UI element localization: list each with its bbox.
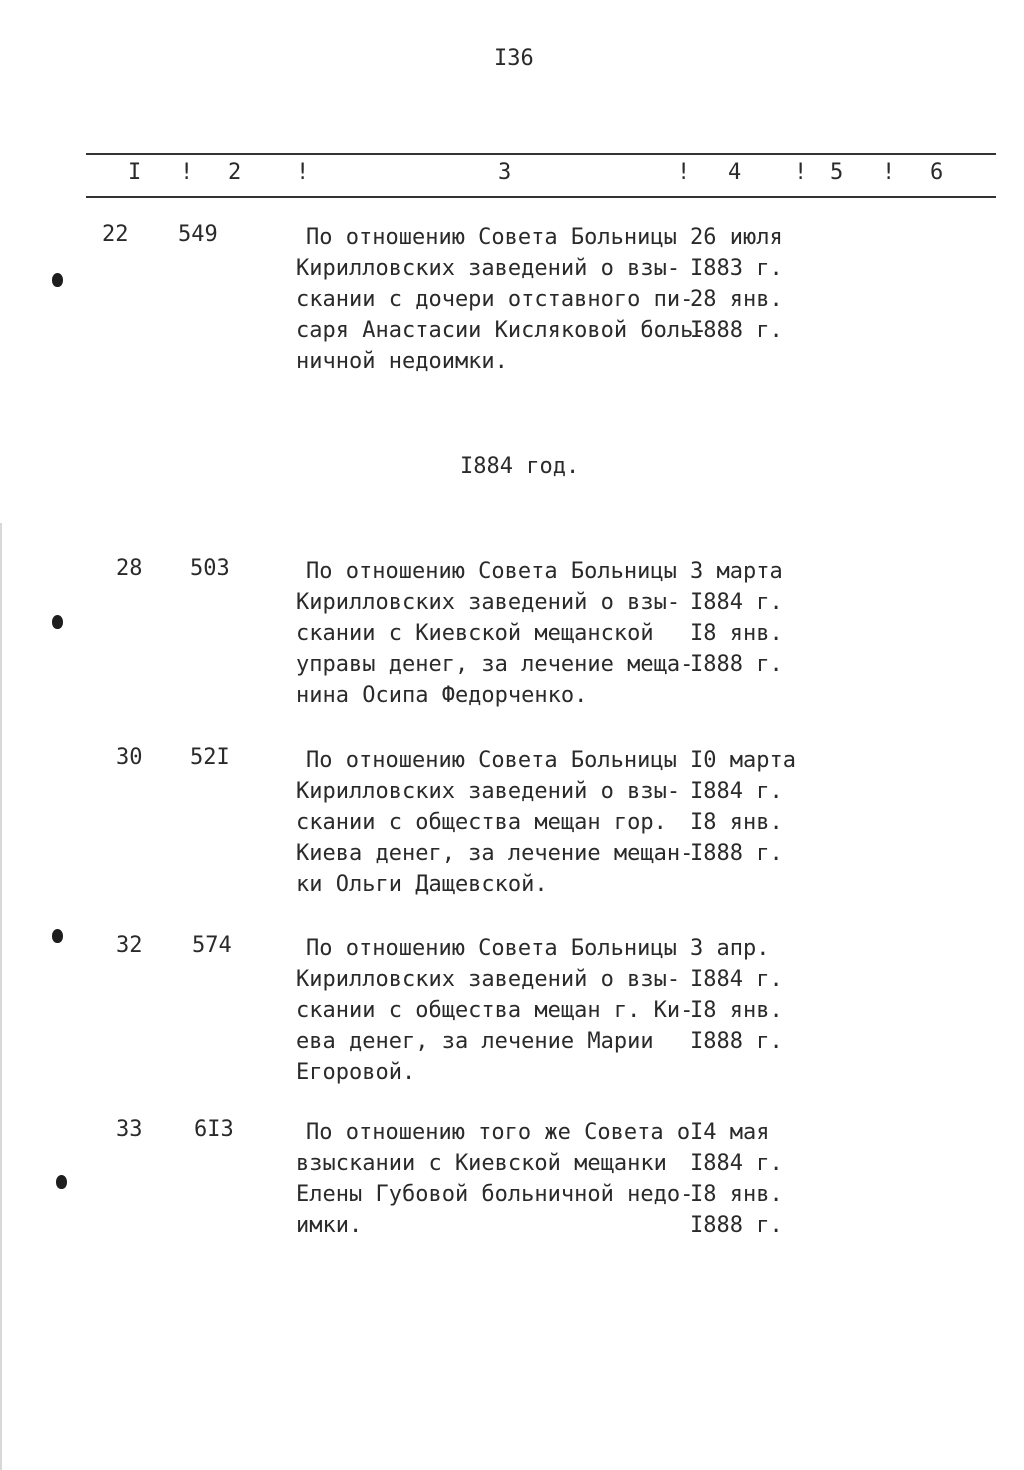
header-col6: 6 [930, 160, 944, 185]
content-line: скании с Киевской мещанской [296, 621, 654, 646]
header-separator: ! [794, 160, 808, 185]
entry-content [296, 1117, 696, 1241]
content-line: Кирилловских заведений о взы- [296, 967, 681, 992]
entry-number: 574 [192, 933, 232, 958]
header-separator: ! [882, 160, 896, 185]
content-line: скании с общества мещан г. Ки- [296, 998, 694, 1023]
content-line: нина Осипа Федорченко. [296, 683, 588, 708]
content-line: Кирилловских заведений о взы- [296, 256, 681, 281]
date-line: I888 г. [690, 1029, 783, 1054]
date-line: I888 г. [690, 318, 783, 343]
content-line: Егоровой. [296, 1060, 416, 1085]
header-col4: 4 [728, 160, 742, 185]
punch-hole-icon [56, 1175, 67, 1189]
content-line: Киева денег, за лечение мещан- [296, 841, 694, 866]
date-line: I888 г. [690, 1213, 783, 1238]
entry-dates [690, 222, 820, 346]
date-line: I888 г. [690, 652, 783, 677]
entry-number: 52I [190, 745, 230, 770]
punch-hole-icon [52, 615, 63, 629]
entry-number: 6I3 [194, 1117, 234, 1142]
content-line: ничной недоимки. [296, 349, 508, 374]
entry-ordinal: 30 [116, 745, 143, 770]
date-line: I4 мая [690, 1120, 770, 1145]
content-line: По отношению Совета Больницы [306, 936, 677, 961]
entry-content [296, 222, 707, 377]
content-line: управы денег, за лечение меща- [296, 652, 694, 677]
header-col2: 2 [228, 160, 242, 185]
content-line: По отношению Совета Больницы [306, 748, 677, 773]
date-line: I8 янв. [690, 621, 783, 646]
content-line: саря Анастасии Кисляковой боль- [296, 318, 707, 343]
date-line: I888 г. [690, 841, 783, 866]
date-line: I883 г. [690, 256, 783, 281]
scan-margin-line [0, 523, 2, 1470]
content-line: ки Ольги Дащевской. [296, 872, 548, 897]
header-separator: ! [296, 160, 310, 185]
date-line: 26 июля [690, 225, 783, 250]
content-line: По отношению Совета Больницы [306, 225, 677, 250]
date-line: I884 г. [690, 1151, 783, 1176]
header-col3: 3 [498, 160, 512, 185]
content-line: Кирилловских заведений о взы- [296, 779, 681, 804]
entry-content [296, 933, 696, 1088]
entry-dates [690, 1117, 820, 1241]
date-line: 3 марта [690, 559, 783, 584]
date-line: I884 г. [690, 779, 783, 804]
table-header-top-rule [86, 153, 996, 155]
date-line: I8 янв. [690, 998, 783, 1023]
content-line: По отношению того же Совета о [306, 1120, 691, 1145]
entry-ordinal: 33 [116, 1117, 143, 1142]
date-line: I0 марта [690, 748, 796, 773]
punch-hole-icon [52, 929, 63, 943]
content-line: Елены Губовой больничной недо- [296, 1182, 694, 1207]
entry-content [296, 745, 696, 900]
entry-number: 549 [178, 222, 218, 247]
entry-ordinal: 32 [116, 933, 143, 958]
entry-ordinal: 28 [116, 556, 143, 581]
date-line: I884 г. [690, 967, 783, 992]
header-separator: ! [180, 160, 194, 185]
content-line: По отношению Совета Больницы [306, 559, 677, 584]
header-separator: ! [677, 160, 691, 185]
date-line: 3 апр. [690, 936, 770, 961]
content-line: имки. [296, 1213, 363, 1238]
year-heading: I884 год. [460, 454, 580, 479]
content-line: ева денег, за лечение Марии [296, 1029, 654, 1054]
entry-content [296, 556, 696, 711]
page-number: I36 [494, 46, 534, 71]
date-line: I8 янв. [690, 1182, 783, 1207]
content-line: скании с дочери отставного пи- [296, 287, 694, 312]
entry-number: 503 [190, 556, 230, 581]
date-line: I8 янв. [690, 810, 783, 835]
content-line: взыскании с Киевской мещанки [296, 1151, 667, 1176]
header-col1: I [128, 160, 142, 185]
table-header-bottom-rule [86, 196, 996, 198]
content-line: Кирилловских заведений о взы- [296, 590, 681, 615]
content-line: скании с общества мещан гор. [296, 810, 667, 835]
entry-dates [690, 933, 820, 1057]
punch-hole-icon [52, 273, 63, 287]
entry-dates [690, 556, 820, 680]
date-line: I884 г. [690, 590, 783, 615]
entry-dates [690, 745, 820, 869]
entry-ordinal: 22 [102, 222, 129, 247]
header-col5: 5 [830, 160, 844, 185]
date-line: 28 янв. [690, 287, 783, 312]
